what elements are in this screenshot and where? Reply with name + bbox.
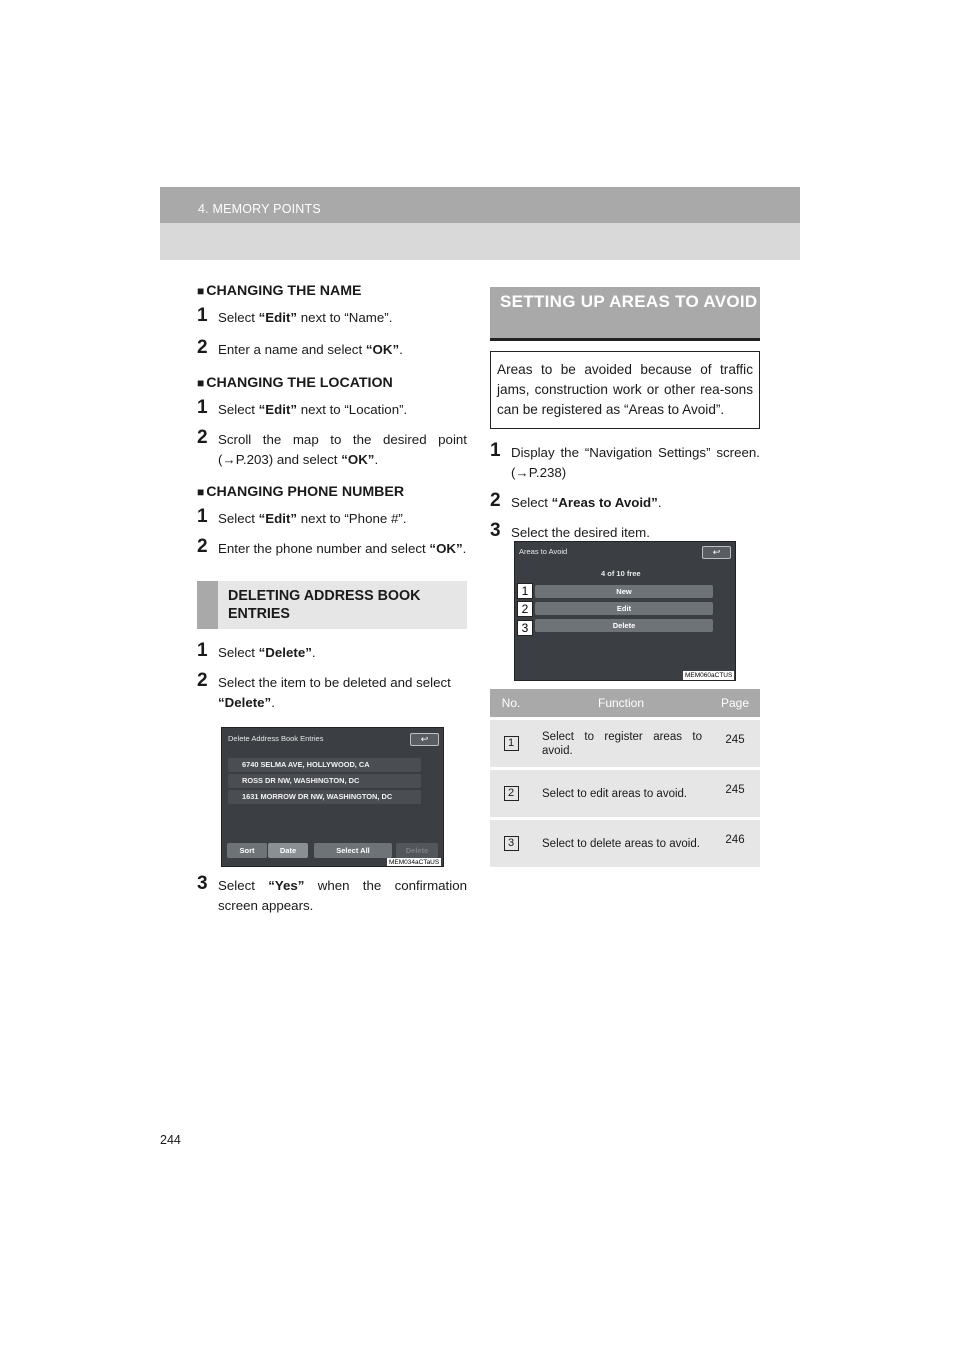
callout-1: 1 [517, 583, 533, 599]
step: 2 Enter the phone number and select “OK”. [197, 536, 467, 557]
table-row [490, 819, 760, 868]
step: 2 Enter a name and select “OK”. [197, 337, 403, 358]
select-all-button[interactable]: Select All [314, 843, 392, 858]
row-function: Select to delete areas to avoid. [532, 819, 710, 868]
list-item[interactable]: ROSS DR NW, WASHINGTON, DC [228, 774, 421, 788]
image-code: MEM034aCTaUS [389, 859, 440, 866]
free-count: 4 of 10 free [601, 569, 641, 578]
function-table [490, 689, 760, 867]
box-title: DELETING ADDRESS BOOK ENTRIES [228, 588, 421, 622]
step: 1 Select “Edit” next to “Location”. [197, 397, 408, 418]
box-title: SETTING UP AREAS TO AVOID [500, 292, 758, 311]
left-column [197, 283, 467, 713]
row-no: 2 [490, 769, 532, 819]
row-page: 245 [710, 719, 760, 769]
list-item[interactable]: 1631 MORROW DR NW, WASHINGTON, DC [228, 790, 421, 804]
screen-title: Areas to Avoid [519, 547, 568, 556]
callout-3: 3 [517, 620, 533, 636]
right-column [490, 287, 760, 543]
step: 1 Select “Edit” next to “Name”. [197, 305, 393, 326]
row-function: Select to register areas to avoid. [532, 719, 710, 769]
col-no: No. [490, 689, 532, 719]
row-function: Select to edit areas to avoid. [532, 769, 710, 819]
changing-phone-heading: ■ CHANGING PHONE NUMBER [197, 484, 405, 500]
areas-to-avoid-screen [514, 541, 736, 681]
box-tab [197, 581, 218, 629]
changing-name-heading: ■ CHANGING THE NAME [197, 283, 362, 299]
new-button[interactable]: New [535, 585, 713, 598]
page-number: 244 [160, 1133, 181, 1147]
date-button[interactable]: Date [268, 843, 308, 858]
col-function: Function [532, 689, 710, 719]
table-row [490, 719, 760, 769]
row-no: 3 [490, 819, 532, 868]
section-label: 4. MEMORY POINTS [198, 202, 321, 216]
delete-entries-screen [221, 727, 444, 867]
table-row [490, 769, 760, 819]
step: 3 Select “Yes” when the confirmation screen appears. [197, 873, 467, 913]
col-page: Page [710, 689, 760, 719]
image-code: MEM060aCTUS [685, 672, 733, 679]
areas-to-avoid-box [490, 287, 760, 341]
changing-location-heading: ■ CHANGING THE LOCATION [197, 375, 393, 391]
step: 1 Select “Edit” next to “Phone #”. [197, 506, 407, 527]
step: 2 Select “Areas to Avoid”. [490, 490, 662, 511]
list-item[interactable]: 6740 SELMA AVE, HOLLYWOOD, CA [228, 758, 421, 772]
deleting-entries-box [197, 581, 467, 629]
step: 1 Select “Delete”. [197, 640, 316, 661]
page-header [160, 187, 800, 260]
step: 3 Select the desired item. [490, 520, 650, 541]
intro-text: Areas to be avoided because of traffic jams, construction work or other rea-sons can be registered as “Areas to Avoid”. [490, 351, 760, 429]
edit-button[interactable]: Edit [535, 602, 713, 615]
sort-button[interactable]: Sort [227, 843, 267, 858]
row-no: 1 [490, 719, 532, 769]
screen-title: Delete Address Book Entries [228, 734, 324, 743]
callout-2: 2 [517, 601, 533, 617]
delete-button[interactable]: Delete [535, 619, 713, 632]
step: 2 Scroll the map to the desired point (→P.203) and select “OK”. [197, 427, 467, 467]
step: 2 Select the item to be deleted and select “Delete”. [197, 670, 451, 710]
row-page: 245 [710, 769, 760, 819]
delete-button[interactable]: Delete [396, 843, 438, 858]
step: 1 Display the “Navigation Settings” screen. (→P.238) [490, 440, 760, 480]
row-page: 246 [710, 819, 760, 868]
back-icon[interactable]: ↩ [410, 733, 439, 746]
back-icon[interactable]: ↩ [702, 546, 731, 559]
table-header-row [490, 689, 760, 719]
header-strip [160, 187, 800, 223]
